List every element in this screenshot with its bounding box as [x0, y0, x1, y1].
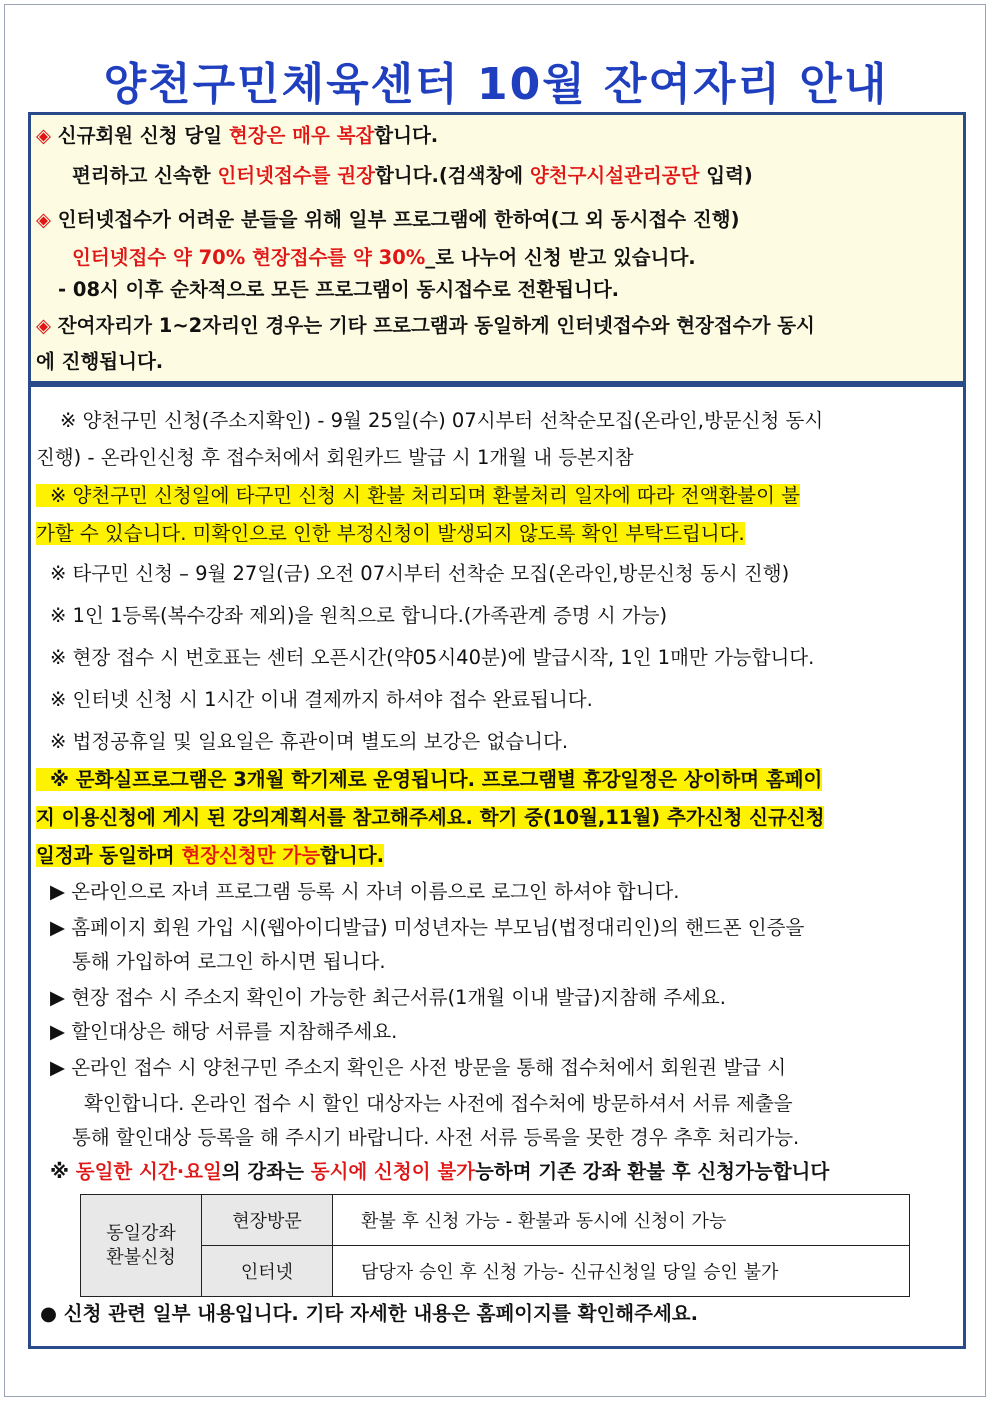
table-value-cell: 담당자 승인 후 신청 가능- 신규신청일 당일 승인 불가: [333, 1246, 910, 1297]
table-value-cell: 환불 후 신청 가능 - 환불과 동시에 신청이 가능: [333, 1195, 910, 1246]
diamond-bullet-icon: ◈: [36, 208, 51, 231]
notice-emphasis: 동시에 신청이 불가: [310, 1160, 476, 1183]
table-header-line: 환불신청: [106, 1246, 176, 1268]
arrow-line-6: ▶ 온라인 접수 시 양천구민 주소지 확인은 사전 방문을 통해 접수처에서 회원권 발급 시: [50, 1056, 787, 1079]
refund-table: [80, 1194, 910, 1297]
notice-emphasis: 인터넷접수를 권장: [217, 164, 375, 187]
table-header-line: 동일강좌: [106, 1222, 176, 1244]
diamond-bullet-icon: ◈: [36, 314, 51, 337]
notice-text: ※: [50, 1160, 76, 1183]
body-line-8: ※ 인터넷 신청 시 1시간 이내 결제까지 하셔야 접수 완료됩니다.: [50, 688, 593, 711]
conflict-notice: [50, 1156, 970, 1188]
body-line-9: ※ 법정공휴일 및 일요일은 휴관이며 별도의 보강은 없습니다.: [50, 730, 569, 753]
arrow-line-2: ▶ 홈페이지 회원 가입 시(웹아이디발급) 미성년자는 부모님(법정대리인)의 핸드폰 인증을: [50, 916, 805, 939]
footer-note: ● 신청 관련 일부 내용입니다. 기타 자세한 내용은 홈페이지를 확인해주세요.: [40, 1302, 699, 1325]
notice-text: 의 강좌는: [221, 1160, 311, 1183]
notice-line-7: 에 진행됩니다.: [36, 350, 164, 373]
page-title: 양천구민체육센터 10월 잔여자리 안내: [103, 59, 889, 110]
body-line-7: ※ 현장 접수 시 번호표는 센터 오픈시간(약05시40분)에 발급시작, 1인 1매만 가능합니다.: [50, 646, 815, 669]
notice-emphasis: 동일한 시간·요일: [75, 1160, 222, 1183]
notice-text: 합니다.(검색창에: [374, 164, 530, 187]
highlighted-text: 지 이용신청에 게시 된 강의계획서를 참고해주세요. 학기 중(10월,11월) 추가신청 신규신청: [36, 806, 825, 829]
body-line-6: ※ 1인 1등록(복수강좌 제외)을 원칙으로 합니다.(가족관계 증명 시 가능): [50, 604, 668, 627]
notice-text: 능하며 기존 강좌 환불 후 신청가능합니다: [475, 1160, 830, 1183]
body-line-2: 진행) - 온라인신청 후 접수처에서 회원카드 발급 시 1개월 내 등본지참: [36, 446, 634, 469]
body-line-12: [36, 840, 956, 872]
notice-text: 편리하고 신속한: [72, 164, 218, 187]
body-line-4: [36, 518, 956, 550]
highlighted-emphasis: 현장신청만 가능: [181, 844, 321, 867]
body-line-3: [36, 480, 956, 512]
notice-emphasis: 양천구시설관리공단: [529, 164, 700, 187]
highlighted-text: 가할 수 있습니다. 미확인으로 인한 부정신청이 발생되지 않도록 확인 부탁드립니다.: [36, 522, 745, 545]
body-line-1: ※ 양천구민 신청(주소지확인) - 9월 25일(수) 07시부터 선착순모집(온라인,방문신청 동시: [60, 409, 824, 432]
notice-line-3: ◈ 인터넷접수가 어려운 분들을 위해 일부 프로그램에 한하여(그 외 동시접수 진행): [36, 208, 740, 231]
arrow-line-5: ▶ 할인대상은 해당 서류를 지참해주세요.: [50, 1020, 398, 1043]
notice-text: _로 나누어 신청 받고 있습니다.: [425, 246, 696, 269]
notice-line-4: [72, 242, 992, 274]
table-key-cell: 인터넷: [202, 1246, 333, 1297]
body-line-5: ※ 타구민 신청 – 9월 27일(금) 오전 07시부터 선착순 모집(온라인,방문신청 동시 진행): [50, 562, 790, 585]
highlighted-text: ※ 양천구민 신청일에 타구민 신청 시 환불 처리되며 환불처리 일자에 따라 전액환불이 불: [36, 484, 800, 507]
notice-line-6: ◈ 잔여자리가 1~2자리인 경우는 기타 프로그램과 동일하게 인터넷접수와 현장접수가 동시: [36, 314, 815, 337]
notice-line-5: - 08시 이후 순차적으로 모든 프로그램이 동시접수로 전환됩니다.: [58, 278, 620, 301]
highlighted-text: 합니다.: [320, 844, 385, 867]
arrow-line-7: 확인합니다. 온라인 접수 시 할인 대상자는 사전에 접수처에 방문하셔서 서류 제출을: [84, 1092, 793, 1115]
notice-text: ◈ 신규회원 신청 당일: [36, 124, 229, 147]
arrow-line-3: 통해 가입하여 로그인 하시면 됩니다.: [72, 950, 386, 973]
arrow-line-4: ▶ 현장 접수 시 주소지 확인이 가능한 최근서류(1개월 이내 발급)지참해 주세요.: [50, 986, 726, 1009]
notice-line-1: [36, 120, 956, 152]
notice-emphasis: 인터넷접수 약 70% 현장접수를 약 30%: [72, 246, 426, 269]
notice-text: 합니다.: [374, 124, 439, 147]
diamond-bullet-icon: ◈: [36, 124, 51, 147]
notice-line-2: [72, 160, 992, 192]
body-line-11: [36, 802, 956, 834]
notice-emphasis: 현장은 매우 복잡: [228, 124, 375, 147]
body-line-10: [36, 764, 956, 796]
table-key-cell: 현장방문: [202, 1195, 333, 1246]
notice-text: 입력): [699, 164, 753, 187]
arrow-line-1: ▶ 온라인으로 자녀 프로그램 등록 시 자녀 이름으로 로그인 하셔야 합니다.: [50, 880, 680, 903]
arrow-line-8: 통해 할인대상 등록을 해 주시기 바랍니다. 사전 서류 등록을 못한 경우 추후 처리가능.: [72, 1126, 800, 1149]
highlighted-text: ※ 문화실프로그램은 3개월 학기제로 운영됩니다. 프로그램별 휴강일정은 상이하며 홈페이: [36, 768, 822, 791]
table-header-cell: [81, 1195, 202, 1297]
highlighted-text: 일정과 동일하며: [36, 844, 182, 867]
